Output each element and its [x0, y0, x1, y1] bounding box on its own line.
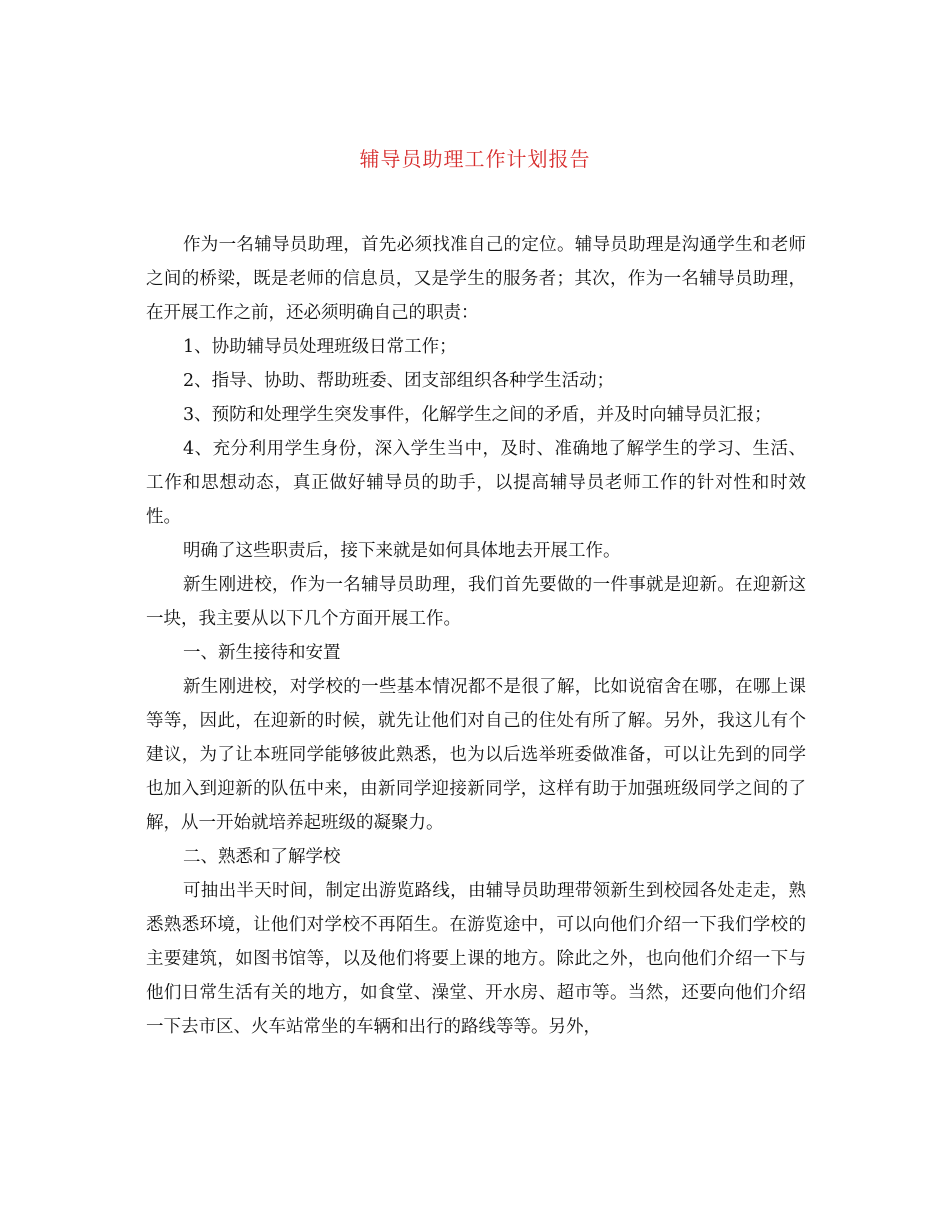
paragraph-intro: 作为一名辅导员助理，首先必须找准自己的定位。辅导员助理是沟通学生和老师之间的桥梁，既是老师的信息员，又是学生的服务者；其次，作为一名辅导员助理，在开展工作之前，还必须明确自己的职责： [146, 235, 806, 323]
document-body [146, 228, 806, 1044]
paragraph-duty-2: 2、指导、协助、帮助班委、团支部组织各种学生活动； [183, 371, 615, 391]
paragraph-reception: 新生刚进校，对学校的一些基本情况都不是很了解，比如说宿舍在哪，在哪上课等等，因此，在迎新的时候，就先让他们对自己的住处有所了解。另外，我这儿有个建议，为了让本班同学能够彼此熟悉，也为以后选举班委做准备，可以让先到的同学也加入到迎新的队伍中来，由新同学迎接新同学，这样有助于加强班级同学之间的了解，从一开始就培养起班级的凝聚力。 [146, 677, 806, 833]
paragraph-welcome: 新生刚进校，作为一名辅导员助理，我们首先要做的一件事就是迎新。在迎新这一块，我主要从以下几个方面开展工作。 [146, 575, 806, 629]
section-heading-1: 一、新生接待和安置 [183, 643, 341, 663]
section-heading-2: 二、熟悉和了解学校 [183, 847, 341, 867]
paragraph-duty-1: 1、协助辅导员处理班级日常工作； [183, 337, 457, 357]
paragraph-duty-3: 3、预防和处理学生突发事件，化解学生之间的矛盾，并及时向辅导员汇报； [183, 405, 772, 425]
paragraph-campus-tour: 可抽出半天时间，制定出游览路线，由辅导员助理带领新生到校园各处走走，熟悉熟悉环境，让他们对学校不再陌生。在游览途中，可以向他们介绍一下我们学校的主要建筑，如图书馆等，以及他们将要上课的地方。除此之外，也向他们介绍一下与他们日常生活有关的地方，如食堂、澡堂、开水房、超市等。当然，还要向他们介绍一下去市区、火车站常坐的车辆和出行的路线等等。另外， [146, 881, 806, 1037]
document-title: 辅导员助理工作计划报告 [359, 147, 591, 171]
paragraph-duty-4: 4、充分利用学生身份，深入学生当中，及时、准确地了解学生的学习、生活、工作和思想动态，真正做好辅导员的助手，以提高辅导员老师工作的针对性和时效性。 [146, 439, 806, 527]
paragraph-transition: 明确了这些职责后，接下来就是如何具体地去开展工作。 [183, 541, 621, 561]
